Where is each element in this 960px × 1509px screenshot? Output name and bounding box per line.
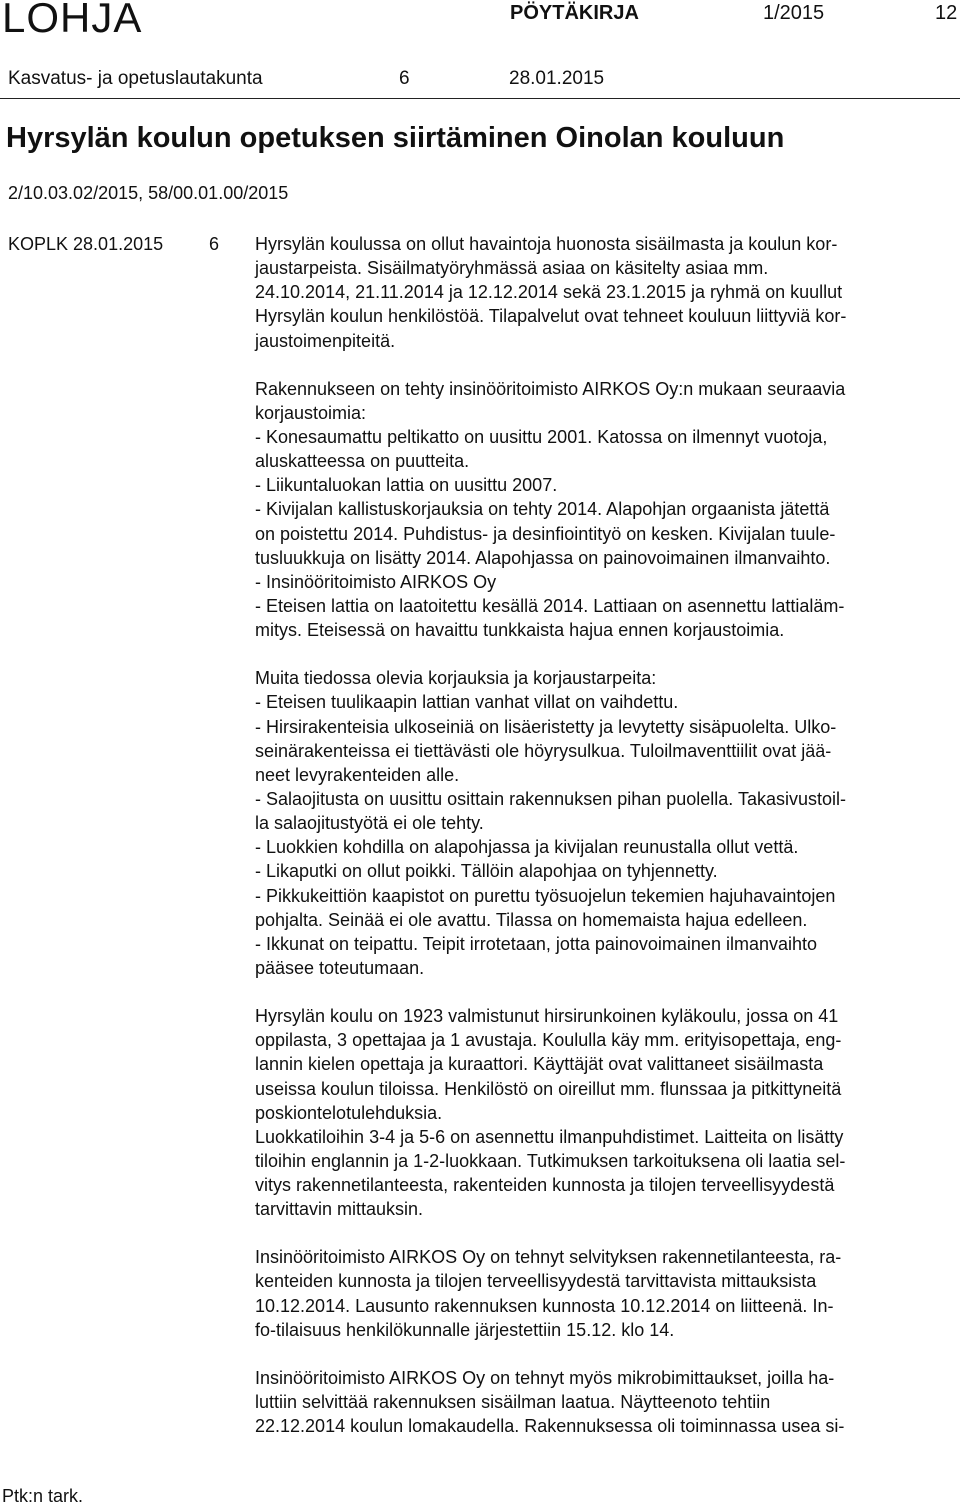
text-line: 24.10.2014, 21.11.2014 ja 12.12.2014 sekä 23.1.2015 ja ryhmä on kuullut [255, 282, 843, 303]
text-line: - Hirsirakenteisia ulkoseiniä on lisäeristetty ja levytetty sisäpuolelta. Ulko- [255, 716, 837, 737]
text-line: poskiontelotulehduksia. [255, 1102, 443, 1123]
paragraph [255, 232, 955, 353]
text-line: oppilasta, 3 opettajaa ja 1 avustaja. Koululla käy mm. erityisopettaja, eng- [255, 1030, 842, 1051]
text-line: vitys rakennetilanteesta, rakenteiden kunnosta ja tilojen terveellisyydestä [255, 1175, 835, 1196]
text-line: 10.12.2014. Lausunto rakennuksen kunnosta 10.12.2014 on liitteenä. In- [255, 1295, 834, 1316]
text-line: la salaojitustyötä ei ole tehty. [255, 813, 484, 834]
text-line: - Eteisen tuulikaapin lattian vanhat villat on vaihdettu. [255, 692, 679, 713]
text-line: jaustarpeista. Sisäilmatyöryhmässä asiaa on käsitelty asiaa mm. [255, 258, 769, 279]
document-body [255, 232, 955, 1462]
paragraph [255, 377, 955, 643]
text-line: - Ikkunat on teipattu. Teipit irrotetaan, jotta painovoimainen ilmanvaihto [255, 933, 817, 954]
page-title: Hyrsylän koulun opetuksen siirtäminen Oinolan kouluun [6, 122, 785, 154]
text-line: luttiin selvittää rakennuksen sisäilman laatua. Näytteenoto tehtiin [255, 1392, 771, 1413]
text-line: - Liikuntaluokan lattia on uusittu 2007. [255, 475, 558, 496]
text-line: mitys. Eteisessä on havaittu tunkkaista hajua ennen korjaustoimia. [255, 620, 785, 641]
text-line: Luokkatiloihin 3-4 ja 5-6 on asennettu ilmanpuhdistimet. Laitteita on lisätty [255, 1126, 844, 1147]
paragraph [255, 1245, 955, 1342]
text-line: 22.12.2014 koulun lomakaudella. Rakennuksessa oli toiminnassa usea si- [255, 1416, 845, 1437]
text-line: pohjalta. Seinää ei ole avattu. Tilassa on homemaista hajua edelleen. [255, 909, 808, 930]
text-line: - Insinööritoimisto AIRKOS Oy [255, 571, 497, 592]
paragraph [255, 1004, 955, 1221]
text-line: pääsee toteutumaan. [255, 957, 425, 978]
phase-section: 6 [209, 234, 220, 254]
text-line: - Pikkukeittiön kaapistot on purettu työsuojelun tekemien hajuhavaintojen [255, 885, 836, 906]
text-line: aluskatteessa on puutteita. [255, 451, 470, 472]
text-line: neet levyrakenteiden alle. [255, 764, 460, 785]
text-line: Muita tiedossa olevia korjauksia ja korjaustarpeita: [255, 668, 657, 689]
header-divider [0, 98, 960, 99]
footer-continued: Ptk:n tark. [2, 1486, 84, 1506]
text-line: lannin kielen opettaja ja kuraattori. Käyttäjät ovat valittaneet sisäilmasta [255, 1054, 824, 1075]
text-line: - Konesaumattu peltikatto on uusittu 2001. Katossa on ilmennyt vuotoja, [255, 426, 828, 447]
text-line: useissa koulun tiloissa. Henkilöstö on oireillut mm. flunssaa ja pitkittyneitä [255, 1078, 842, 1099]
text-line: korjaustoimia: [255, 402, 367, 423]
text-line: Insinööritoimisto AIRKOS Oy on tehnyt selvityksen rakennetilanteesta, ra- [255, 1247, 842, 1268]
section-number: 6 [399, 68, 410, 89]
lohja-logo: LOHJA [2, 0, 143, 41]
board-name: Kasvatus- ja opetuslautakunta [8, 68, 263, 89]
text-line: - Likaputki on ollut poikki. Tällöin alapohjaa on tyhjennetty. [255, 861, 718, 882]
text-line: jaustoimenpiteitä. [255, 330, 396, 351]
text-line: - Eteisen lattia on laatoitettu kesällä 2014. Lattiaan on asennettu lattialäm- [255, 595, 845, 616]
page-number: 12 [935, 2, 958, 24]
text-line: Hyrsylän koulussa on ollut havaintoja huonosta sisäilmasta ja koulun kor- [255, 234, 838, 254]
text-line: - Kivijalan kallistuskorjauksia on tehty 2014. Alapohjan orgaanista jätettä [255, 499, 830, 520]
meeting-date: 28.01.2015 [509, 68, 605, 89]
text-line: tarvittavin mittauksin. [255, 1199, 424, 1220]
text-line: seinärakenteissa ei tiettävästi ole höyrysulkua. Tuloilmaventtiilit ovat jää- [255, 740, 832, 761]
text-line: tusluukkuja on lisätty 2014. Alapohjassa on painovoimainen ilmanvaihto. [255, 547, 831, 568]
document-number: 1/2015 [763, 2, 825, 24]
document-type: PÖYTÄKIRJA [510, 2, 639, 24]
text-line: - Luokkien kohdilla on alapohjassa ja kivijalan reunustalla ollut vettä. [255, 837, 799, 858]
text-line: kenteiden kunnosta ja tilojen terveellisyydestä tarvittavista mittauksista [255, 1271, 817, 1292]
text-line: tiloihin englannin ja 1-2-luokkaan. Tutkimuksen tarkoituksena oli laatia sel- [255, 1150, 846, 1171]
text-line: - Salaojitusta on uusittu osittain rakennuksen pihan puolella. Takasivustoil- [255, 788, 847, 809]
text-line: Hyrsylän koulun henkilöstöä. Tilapalvelut ovat tehneet kouluun liittyviä kor- [255, 306, 847, 327]
text-line: Rakennukseen on tehty insinööritoimisto AIRKOS Oy:n mukaan seuraavia [255, 378, 846, 399]
phase-label: KOPLK 28.01.2015 [8, 234, 164, 254]
paragraph [255, 1366, 955, 1438]
text-line: Insinööritoimisto AIRKOS Oy on tehnyt myös mikrobimittaukset, joilla ha- [255, 1367, 835, 1388]
text-line: Hyrsylän koulu on 1923 valmistunut hirsirunkoinen kyläkoulu, jossa on 41 [255, 1006, 839, 1027]
text-line: on poistettu 2014. Puhdistus- ja desinfiointityö on kesken. Kivijalan tuule- [255, 523, 836, 544]
text-line: fo-tilaisuus henkilökunnalle järjestettiin 15.12. klo 14. [255, 1319, 675, 1340]
paragraph [255, 666, 955, 980]
document-reference: 2/10.03.02/2015, 58/00.01.00/2015 [8, 183, 289, 203]
